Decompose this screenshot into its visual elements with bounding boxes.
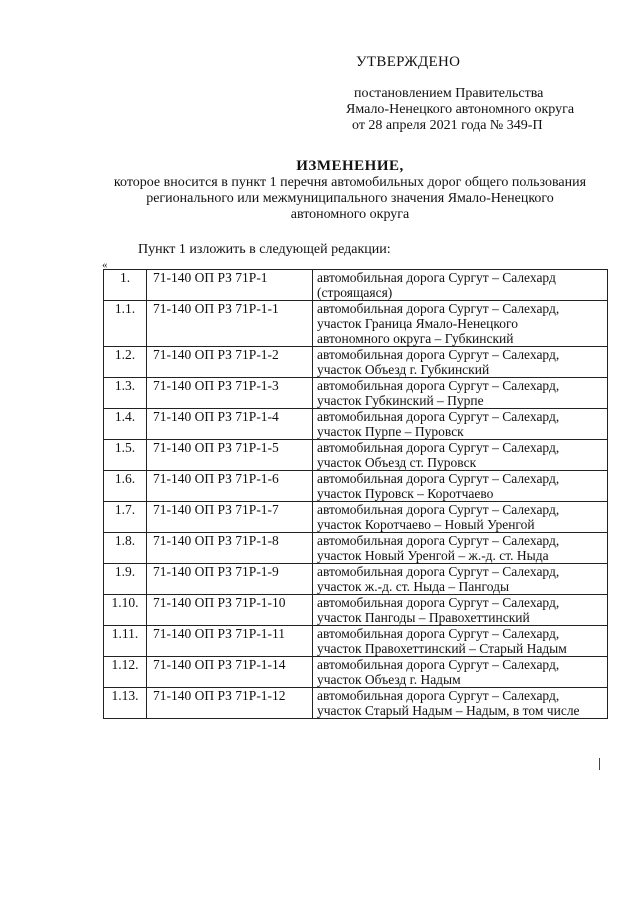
roads-table bbox=[103, 269, 608, 719]
row-number: 1.3. bbox=[104, 378, 147, 409]
road-description bbox=[313, 409, 608, 440]
road-description bbox=[313, 378, 608, 409]
intro-paragraph: Пункт 1 изложить в следующей редакции: bbox=[138, 242, 391, 257]
road-description-line: автомобильная дорога Сургут – Салехард, bbox=[317, 440, 560, 455]
road-description-line: участок Объезд г. Надым bbox=[317, 672, 461, 687]
road-code: 71-140 ОП РЗ 71Р-1-3 bbox=[147, 378, 313, 409]
road-description-line: автомобильная дорога Сургут – Салехард, bbox=[317, 688, 560, 703]
table-row bbox=[104, 502, 608, 533]
road-description-line: участок Губкинский – Пурпе bbox=[317, 393, 484, 408]
document-subtitle-line-3: автономного округа bbox=[290, 207, 410, 222]
road-description-line: автомобильная дорога Сургут – Салехард, bbox=[317, 347, 560, 362]
road-description-line: автомобильная дорога Сургут – Салехард, bbox=[317, 301, 560, 316]
row-number: 1.11. bbox=[104, 626, 147, 657]
road-description-line: участок Пуровск – Коротчаево bbox=[317, 486, 494, 501]
road-description-line: автомобильная дорога Сургут – Салехард, bbox=[317, 657, 560, 672]
road-description-line: участок Коротчаево – Новый Уренгой bbox=[317, 517, 535, 532]
road-description bbox=[313, 595, 608, 626]
row-number: 1.9. bbox=[104, 564, 147, 595]
table-row bbox=[104, 409, 608, 440]
approval-line-1: постановлением Правительства bbox=[354, 86, 544, 101]
road-code: 71-140 ОП РЗ 71Р-1-8 bbox=[147, 533, 313, 564]
road-description-line: участок Объезд г. Губкинский bbox=[317, 362, 490, 377]
row-number: 1.2. bbox=[104, 347, 147, 378]
row-number: 1. bbox=[104, 270, 147, 301]
road-description bbox=[313, 270, 608, 301]
table-row bbox=[104, 657, 608, 688]
road-description bbox=[313, 502, 608, 533]
row-number: 1.12. bbox=[104, 657, 147, 688]
road-code: 71-140 ОП РЗ 71Р-1-10 bbox=[147, 595, 313, 626]
road-code: 71-140 ОП РЗ 71Р-1-6 bbox=[147, 471, 313, 502]
road-description-line: участок Граница Ямало-Ненецкого bbox=[317, 316, 518, 331]
road-description-line: автомобильная дорога Сургут – Салехард, bbox=[317, 502, 560, 517]
road-description-line: автономного округа – Губкинский bbox=[317, 331, 514, 346]
road-description-line: автомобильная дорога Сургут – Салехард, bbox=[317, 378, 560, 393]
road-description-line: (строящаяся) bbox=[317, 285, 393, 300]
road-description-line: участок Объезд ст. Пуровск bbox=[317, 455, 477, 470]
approval-line-2: Ямало-Ненецкого автономного округа bbox=[346, 102, 575, 117]
table-row bbox=[104, 378, 608, 409]
road-description bbox=[313, 564, 608, 595]
table-row bbox=[104, 595, 608, 626]
table-row bbox=[104, 533, 608, 564]
table-row bbox=[104, 626, 608, 657]
road-description bbox=[313, 533, 608, 564]
road-description-line: автомобильная дорога Сургут – Салехард, bbox=[317, 595, 560, 610]
row-number: 1.6. bbox=[104, 471, 147, 502]
row-number: 1.4. bbox=[104, 409, 147, 440]
road-description-line: автомобильная дорога Сургут – Салехард, bbox=[317, 409, 560, 424]
road-code: 71-140 ОП РЗ 71Р-1-5 bbox=[147, 440, 313, 471]
document-title-block bbox=[80, 158, 620, 223]
road-description-line: автомобильная дорога Сургут – Салехард, bbox=[317, 626, 560, 641]
approval-stamp: УТВЕРЖДЕНО bbox=[356, 54, 461, 70]
road-code: 71-140 ОП РЗ 71Р-1-7 bbox=[147, 502, 313, 533]
road-code: 71-140 ОП РЗ 71Р-1-4 bbox=[147, 409, 313, 440]
row-number: 1.13. bbox=[104, 688, 147, 719]
road-description bbox=[313, 301, 608, 347]
road-description-line: участок Пурпе – Пуровск bbox=[317, 424, 464, 439]
road-description-line: участок Старый Надым – Надым, в том числе bbox=[317, 703, 580, 718]
road-description-line: участок Новый Уренгой – ж.-д. ст. Ныда bbox=[317, 548, 549, 563]
road-description bbox=[313, 688, 608, 719]
road-description bbox=[313, 626, 608, 657]
road-description-line: автомобильная дорога Сургут – Салехард, bbox=[317, 533, 560, 548]
road-code: 71-140 ОП РЗ 71Р-1-9 bbox=[147, 564, 313, 595]
road-description-line: участок Правохеттинский – Старый Надым bbox=[317, 641, 567, 656]
document-subtitle-line-2: регионального или межмуниципального значения Ямало-Ненецкого bbox=[146, 191, 554, 206]
road-code: 71-140 ОП РЗ 71Р-1-1 bbox=[147, 301, 313, 347]
road-code: 71-140 ОП РЗ 71Р-1-12 bbox=[147, 688, 313, 719]
table-row bbox=[104, 270, 608, 301]
row-number: 1.5. bbox=[104, 440, 147, 471]
row-number: 1.8. bbox=[104, 533, 147, 564]
table-row bbox=[104, 301, 608, 347]
road-description-line: участок Пангоды – Правохеттинский bbox=[317, 610, 530, 625]
opening-quote-mark: « bbox=[102, 259, 108, 271]
road-description bbox=[313, 347, 608, 378]
road-description-line: автомобильная дорога Сургут – Салехард, bbox=[317, 471, 560, 486]
road-code: 71-140 ОП РЗ 71Р-1-2 bbox=[147, 347, 313, 378]
road-description bbox=[313, 440, 608, 471]
table-row bbox=[104, 688, 608, 719]
road-description-line: участок ж.-д. ст. Ныда – Пангоды bbox=[317, 579, 510, 594]
road-description bbox=[313, 657, 608, 688]
road-code: 71-140 ОП РЗ 71Р-1-11 bbox=[147, 626, 313, 657]
road-description-line: автомобильная дорога Сургут – Салехард, bbox=[317, 564, 560, 579]
approval-line-3: от 28 апреля 2021 года № 349-П bbox=[352, 118, 543, 133]
road-code: 71-140 ОП РЗ 71Р-1-14 bbox=[147, 657, 313, 688]
row-number: 1.10. bbox=[104, 595, 147, 626]
table-row bbox=[104, 564, 608, 595]
document-subtitle-line-1: которое вносится в пункт 1 перечня автомобильных дорог общего пользования bbox=[113, 175, 587, 190]
row-number: 1.1. bbox=[104, 301, 147, 347]
margin-mark bbox=[599, 758, 600, 770]
approval-block bbox=[346, 54, 626, 134]
table-row bbox=[104, 347, 608, 378]
road-description-line: автомобильная дорога Сургут – Салехард bbox=[317, 270, 556, 285]
road-description bbox=[313, 471, 608, 502]
table-row bbox=[104, 471, 608, 502]
row-number: 1.7. bbox=[104, 502, 147, 533]
table-row bbox=[104, 440, 608, 471]
document-heading: ИЗМЕНЕНИЕ, bbox=[296, 158, 404, 174]
road-code: 71-140 ОП РЗ 71Р-1 bbox=[147, 270, 313, 301]
